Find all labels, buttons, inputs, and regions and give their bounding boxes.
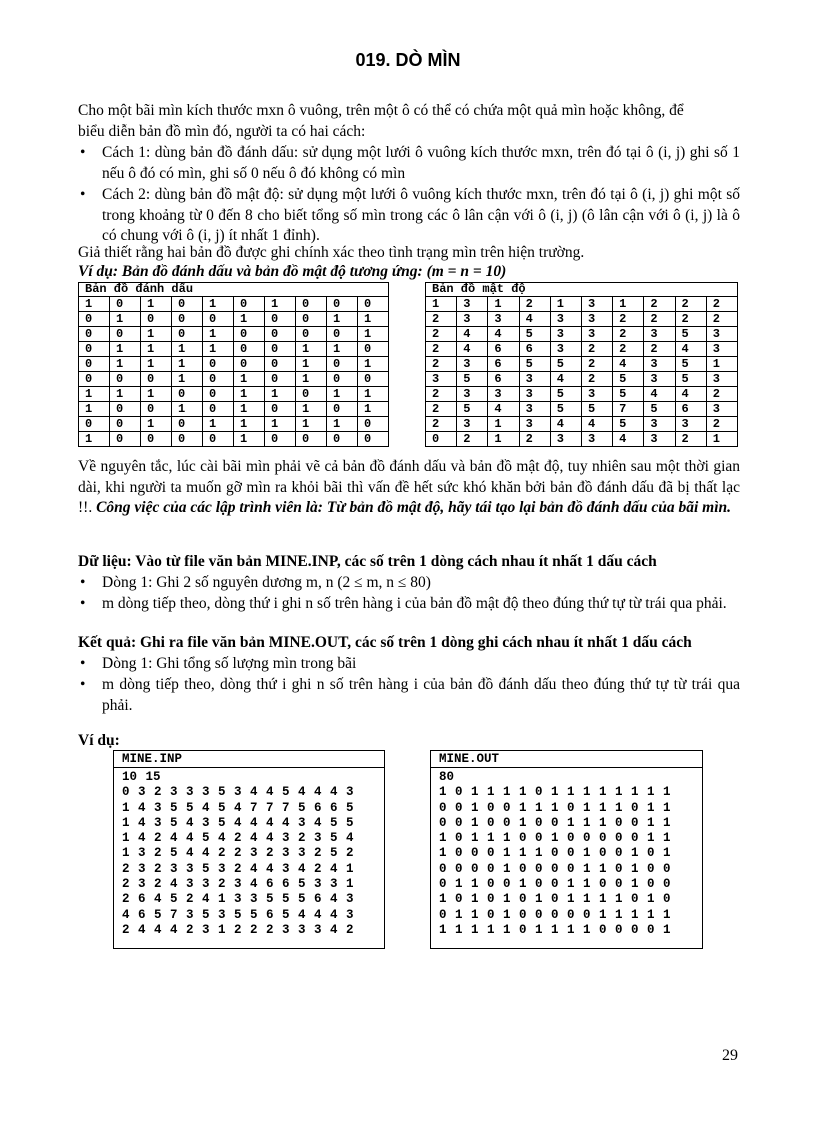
table-cell: 0 bbox=[296, 432, 327, 447]
file-line: 1 0 0 0 1 1 1 0 0 1 0 0 1 0 1 bbox=[439, 846, 671, 861]
table-cell: 4 bbox=[488, 402, 519, 417]
table-cell: 3 bbox=[581, 432, 612, 447]
intro-bullet-2: • Cách 2: dùng bản đồ mật độ: sử dụng một lưới ô vuông kích thước mxn, trên đó tại ô (i, j) ghi một số trong khoảng từ 0 đến 8 cho biết tổng số mìn trong các ô lân cận với ô (i, j) (ô lân cận với ô (i, j) là ô có chung với ô (i, j) ít nhất 1 đỉnh). bbox=[78, 185, 740, 247]
table-cell: 1 bbox=[79, 432, 110, 447]
table-cell: 1 bbox=[79, 402, 110, 417]
intro-bullet-1: • Cách 1: dùng bản đồ đánh dấu: sử dụng một lưới ô vuông kích thước mxn, trên đó tại ô (i, j) ghi số 1 nếu ô đó có mìn, ghi số 0 nếu ô đó không có mìn bbox=[78, 143, 740, 184]
table-cell: 0 bbox=[265, 327, 296, 342]
table-cell: 1 bbox=[488, 417, 519, 432]
table-cell: 3 bbox=[457, 297, 488, 312]
table-cell: 0 bbox=[327, 327, 358, 342]
table-cell: 0 bbox=[327, 357, 358, 372]
file-line: 1 0 1 1 1 1 0 1 1 1 1 1 1 1 1 bbox=[439, 785, 671, 800]
file-line: 2 3 2 4 3 3 2 3 4 6 6 5 3 3 1 bbox=[122, 877, 354, 892]
input-file-box bbox=[113, 750, 385, 949]
table-cell: 3 bbox=[457, 357, 488, 372]
table-cell: 2 bbox=[519, 297, 550, 312]
table-cell: 1 bbox=[203, 327, 234, 342]
table-cell: 3 bbox=[706, 402, 737, 417]
table-cell: 0 bbox=[265, 372, 296, 387]
table-cell: 2 bbox=[706, 312, 737, 327]
output-file-name: MINE.OUT bbox=[431, 751, 702, 768]
table-cell: 1 bbox=[234, 387, 265, 402]
page-number: 29 bbox=[722, 1047, 738, 1064]
table-cell: 2 bbox=[706, 297, 737, 312]
table-cell: 0 bbox=[172, 417, 203, 432]
table-cell: 1 bbox=[172, 357, 203, 372]
table-cell: 3 bbox=[519, 387, 550, 402]
table-cell: 5 bbox=[644, 402, 675, 417]
table-cell: 1 bbox=[613, 297, 644, 312]
table-cell: 1 bbox=[296, 357, 327, 372]
table-cell: 2 bbox=[613, 342, 644, 357]
table-cell: 1 bbox=[234, 312, 265, 327]
table-cell: 3 bbox=[675, 417, 706, 432]
table-cell: 2 bbox=[426, 387, 457, 402]
table-cell: 0 bbox=[358, 372, 389, 387]
table-cell: 5 bbox=[519, 327, 550, 342]
table-cell: 3 bbox=[488, 387, 519, 402]
file-line: 0 1 1 0 1 0 0 0 0 0 1 1 1 1 1 bbox=[439, 907, 671, 922]
table-cell: 3 bbox=[457, 312, 488, 327]
table-cell: 7 bbox=[613, 402, 644, 417]
table-cell: 4 bbox=[488, 327, 519, 342]
table-cell: 0 bbox=[172, 432, 203, 447]
file-line: 0 0 0 0 1 0 0 0 0 1 1 0 1 0 0 bbox=[439, 861, 671, 876]
table-cell: 3 bbox=[457, 387, 488, 402]
table-cell: 3 bbox=[550, 432, 581, 447]
table-cell: 5 bbox=[675, 372, 706, 387]
table-row bbox=[79, 387, 389, 402]
table-cell: 1 bbox=[550, 297, 581, 312]
table-cell: 0 bbox=[296, 327, 327, 342]
density-map-header: Bản đồ mật độ bbox=[426, 283, 738, 297]
example-label: Ví dụ: bbox=[78, 732, 120, 749]
table-row bbox=[79, 417, 389, 432]
principle-paragraph bbox=[78, 457, 740, 519]
table-cell: 1 bbox=[141, 417, 172, 432]
file-line: 1 0 1 1 1 0 0 1 0 0 0 0 0 1 1 bbox=[439, 831, 671, 846]
table-row bbox=[79, 432, 389, 447]
table-cell: 0 bbox=[79, 312, 110, 327]
table-cell: 1 bbox=[234, 402, 265, 417]
table-cell: 0 bbox=[265, 432, 296, 447]
table-cell: 6 bbox=[675, 402, 706, 417]
input-bullet-2: • m dòng tiếp theo, dòng thứ i ghi n số trên hàng i của bản đồ mật độ theo đúng thứ tự từ trái qua phải. bbox=[78, 594, 740, 615]
table-cell: 0 bbox=[265, 342, 296, 357]
table-cell: 4 bbox=[644, 387, 675, 402]
table-row bbox=[79, 327, 389, 342]
table-cell: 3 bbox=[550, 342, 581, 357]
table-cell: 2 bbox=[426, 342, 457, 357]
table-cell: 3 bbox=[706, 372, 737, 387]
table-cell: 0 bbox=[172, 387, 203, 402]
table-cell: 1 bbox=[265, 297, 296, 312]
table-cell: 5 bbox=[675, 327, 706, 342]
table-cell: 2 bbox=[581, 342, 612, 357]
table-cell: 1 bbox=[203, 297, 234, 312]
table-cell: 1 bbox=[234, 417, 265, 432]
table-cell: 1 bbox=[358, 357, 389, 372]
principle-text: Về nguyên tắc, lúc cài bãi mìn phải vẽ cả bản đồ đánh dấu và bản đồ mật độ, tuy nhiên sau một thời gian dài, khi người ta muốn gỡ mìn ra khỏi bãi thì vấn đề hết sức khó khăn bởi bản đồ đánh dấu đã bị thất lạc !!. bbox=[78, 458, 740, 516]
table-cell: 0 bbox=[110, 297, 141, 312]
file-line: 4 6 5 7 3 5 3 5 5 6 5 4 4 4 3 bbox=[122, 907, 354, 922]
file-line: 2 3 2 3 3 5 3 2 4 4 3 4 2 4 1 bbox=[122, 861, 354, 876]
table-cell: 6 bbox=[519, 342, 550, 357]
table-row bbox=[79, 297, 389, 312]
table-cell: 0 bbox=[296, 387, 327, 402]
output-heading: Kết quả: Ghi ra file văn bản MINE.OUT, các số trên 1 dòng ghi cách nhau ít nhất 1 dấu cách bbox=[78, 634, 692, 651]
table-cell: 0 bbox=[426, 432, 457, 447]
table-cell: 3 bbox=[644, 372, 675, 387]
table-cell: 0 bbox=[234, 297, 265, 312]
table-cell: 3 bbox=[581, 387, 612, 402]
file-line: 1 3 2 5 4 4 2 2 3 2 3 3 2 5 2 bbox=[122, 846, 354, 861]
table-cell: 1 bbox=[706, 432, 737, 447]
table-cell: 5 bbox=[550, 402, 581, 417]
table-cell: 3 bbox=[488, 312, 519, 327]
table-cell: 1 bbox=[358, 312, 389, 327]
input-file-name: MINE.INP bbox=[114, 751, 384, 768]
table-cell: 1 bbox=[327, 417, 358, 432]
input-first-line: 10 15 bbox=[122, 770, 161, 784]
table-cell: 3 bbox=[581, 327, 612, 342]
table-cell: 0 bbox=[110, 327, 141, 342]
file-line: 1 4 2 4 4 5 4 2 4 4 3 2 3 5 4 bbox=[122, 831, 354, 846]
table-cell: 0 bbox=[265, 402, 296, 417]
intro-line-1: Cho một bãi mìn kích thước mxn ô vuông, trên một ô có thể có chứa một quả mìn hoặc không, để bbox=[78, 102, 684, 119]
table-cell: 1 bbox=[110, 342, 141, 357]
table-cell: 2 bbox=[613, 312, 644, 327]
table-row bbox=[426, 372, 738, 387]
table-cell: 1 bbox=[110, 312, 141, 327]
table-cell: 0 bbox=[172, 327, 203, 342]
intro-line-2: biểu diễn bản đồ mìn đó, người ta có hai cách: bbox=[78, 123, 366, 140]
table-cell: 1 bbox=[234, 432, 265, 447]
table-cell: 3 bbox=[426, 372, 457, 387]
table-cell: 0 bbox=[141, 402, 172, 417]
table-cell: 0 bbox=[203, 432, 234, 447]
table-cell: 3 bbox=[644, 357, 675, 372]
table-cell: 0 bbox=[79, 342, 110, 357]
table-cell: 2 bbox=[581, 372, 612, 387]
table-cell: 0 bbox=[265, 312, 296, 327]
table-cell: 2 bbox=[644, 312, 675, 327]
table-cell: 1 bbox=[327, 312, 358, 327]
file-line: 1 0 1 0 1 0 1 0 1 1 1 1 0 1 0 bbox=[439, 892, 671, 907]
table-cell: 5 bbox=[550, 357, 581, 372]
table-cell: 4 bbox=[550, 372, 581, 387]
assumption-text: Giả thiết rằng hai bản đồ được ghi chính xác theo tình trạng mìn trên hiện trường. bbox=[78, 244, 585, 261]
table-cell: 4 bbox=[581, 417, 612, 432]
table-cell: 1 bbox=[296, 372, 327, 387]
table-cell: 0 bbox=[358, 417, 389, 432]
table-cell: 0 bbox=[327, 372, 358, 387]
table-cell: 2 bbox=[457, 432, 488, 447]
table-cell: 3 bbox=[550, 312, 581, 327]
table-cell: 1 bbox=[110, 357, 141, 372]
table-cell: 1 bbox=[141, 387, 172, 402]
table-cell: 0 bbox=[203, 372, 234, 387]
table-cell: 5 bbox=[457, 372, 488, 387]
table-cell: 0 bbox=[110, 432, 141, 447]
output-first-line: 80 bbox=[439, 770, 455, 784]
table-cell: 0 bbox=[327, 297, 358, 312]
table-cell: 2 bbox=[426, 402, 457, 417]
table-cell: 5 bbox=[581, 402, 612, 417]
table-cell: 2 bbox=[581, 357, 612, 372]
table-cell: 0 bbox=[296, 312, 327, 327]
table-cell: 4 bbox=[675, 387, 706, 402]
table-cell: 0 bbox=[234, 342, 265, 357]
table-cell: 1 bbox=[706, 357, 737, 372]
table-cell: 4 bbox=[613, 357, 644, 372]
table-row bbox=[426, 417, 738, 432]
output-bullet-2: • m dòng tiếp theo, dòng thứ i ghi n số trên hàng i của bản đồ đánh dấu theo đúng thứ tự từ trái qua phải. bbox=[78, 675, 740, 716]
table-cell: 0 bbox=[327, 432, 358, 447]
table-row bbox=[426, 387, 738, 402]
marked-map-table bbox=[78, 282, 389, 447]
file-line: 0 0 1 0 0 1 0 0 1 1 1 0 0 1 1 bbox=[439, 815, 671, 830]
table-cell: 1 bbox=[296, 417, 327, 432]
output-bullet-1: • Dòng 1: Ghi tổng số lượng mìn trong bãi bbox=[78, 654, 740, 675]
table-cell: 2 bbox=[426, 357, 457, 372]
input-heading: Dữ liệu: Vào từ file văn bản MINE.INP, các số trên 1 dòng cách nhau ít nhất 1 dấu cách bbox=[78, 553, 657, 570]
table-cell: 5 bbox=[613, 417, 644, 432]
table-cell: 0 bbox=[265, 357, 296, 372]
input-file-content bbox=[114, 768, 384, 940]
table-cell: 1 bbox=[265, 417, 296, 432]
table-cell: 6 bbox=[488, 357, 519, 372]
table-cell: 1 bbox=[358, 387, 389, 402]
file-line: 1 4 3 5 5 4 5 4 7 7 7 5 6 6 5 bbox=[122, 800, 354, 815]
table-row bbox=[426, 327, 738, 342]
table-cell: 1 bbox=[488, 297, 519, 312]
file-line: 2 4 4 4 2 3 1 2 2 2 3 3 3 4 2 bbox=[122, 922, 354, 937]
table-cell: 5 bbox=[550, 387, 581, 402]
table-cell: 1 bbox=[79, 387, 110, 402]
table-cell: 2 bbox=[426, 312, 457, 327]
table-cell: 0 bbox=[110, 417, 141, 432]
table-cell: 0 bbox=[110, 402, 141, 417]
file-line: 2 6 4 5 2 4 1 3 3 5 5 5 6 4 3 bbox=[122, 892, 354, 907]
table-cell: 2 bbox=[706, 417, 737, 432]
table-cell: 2 bbox=[675, 432, 706, 447]
file-line: 0 3 2 3 3 3 5 3 4 4 5 4 4 4 3 bbox=[122, 785, 354, 800]
table-cell: 1 bbox=[358, 402, 389, 417]
table-cell: 4 bbox=[457, 327, 488, 342]
table-cell: 3 bbox=[457, 417, 488, 432]
table-row bbox=[426, 297, 738, 312]
table-cell: 4 bbox=[613, 432, 644, 447]
table-cell: 0 bbox=[141, 432, 172, 447]
table-cell: 1 bbox=[203, 417, 234, 432]
table-cell: 0 bbox=[79, 357, 110, 372]
table-cell: 1 bbox=[234, 372, 265, 387]
example-heading: Ví dụ: Bản đồ đánh dấu và bản đồ mật độ tương ứng: (m = n = 10) bbox=[78, 263, 507, 280]
table-cell: 2 bbox=[426, 417, 457, 432]
table-cell: 0 bbox=[327, 402, 358, 417]
marked-map-header: Bản đồ đánh dấu bbox=[79, 283, 389, 297]
file-line: 0 0 1 0 0 1 1 1 0 1 1 1 0 1 1 bbox=[439, 800, 671, 815]
table-cell: 2 bbox=[426, 327, 457, 342]
table-cell: 1 bbox=[141, 357, 172, 372]
table-cell: 3 bbox=[519, 402, 550, 417]
table-cell: 3 bbox=[644, 327, 675, 342]
table-cell: 0 bbox=[234, 357, 265, 372]
table-cell: 1 bbox=[79, 297, 110, 312]
table-cell: 0 bbox=[172, 312, 203, 327]
table-cell: 0 bbox=[296, 297, 327, 312]
table-cell: 0 bbox=[358, 297, 389, 312]
table-cell: 4 bbox=[675, 342, 706, 357]
table-row bbox=[79, 342, 389, 357]
table-cell: 5 bbox=[675, 357, 706, 372]
table-cell: 3 bbox=[644, 417, 675, 432]
table-cell: 6 bbox=[488, 342, 519, 357]
output-file-box bbox=[430, 750, 703, 949]
table-cell: 5 bbox=[457, 402, 488, 417]
table-cell: 3 bbox=[706, 342, 737, 357]
table-cell: 1 bbox=[426, 297, 457, 312]
table-cell: 2 bbox=[519, 432, 550, 447]
table-cell: 1 bbox=[141, 327, 172, 342]
table-cell: 1 bbox=[296, 402, 327, 417]
table-row bbox=[426, 402, 738, 417]
table-cell: 0 bbox=[203, 387, 234, 402]
table-cell: 3 bbox=[581, 297, 612, 312]
table-cell: 1 bbox=[141, 297, 172, 312]
table-cell: 0 bbox=[141, 312, 172, 327]
table-cell: 1 bbox=[172, 402, 203, 417]
table-cell: 0 bbox=[172, 297, 203, 312]
table-row bbox=[79, 402, 389, 417]
table-cell: 1 bbox=[488, 432, 519, 447]
table-cell: 2 bbox=[706, 387, 737, 402]
table-cell: 2 bbox=[613, 327, 644, 342]
table-cell: 1 bbox=[141, 342, 172, 357]
table-cell: 2 bbox=[644, 297, 675, 312]
table-row bbox=[426, 357, 738, 372]
file-line: 0 1 1 0 0 1 0 0 1 1 0 0 1 0 0 bbox=[439, 877, 671, 892]
table-row bbox=[79, 312, 389, 327]
table-cell: 0 bbox=[203, 357, 234, 372]
table-cell: 0 bbox=[141, 372, 172, 387]
table-cell: 1 bbox=[203, 342, 234, 357]
table-cell: 0 bbox=[203, 402, 234, 417]
table-cell: 0 bbox=[358, 432, 389, 447]
output-file-content bbox=[431, 768, 702, 940]
file-line: 1 1 1 1 1 0 1 1 1 1 0 0 0 0 1 bbox=[439, 922, 671, 937]
table-cell: 1 bbox=[296, 342, 327, 357]
table-cell: 3 bbox=[519, 372, 550, 387]
task-statement: Công việc của các lập trình viên là: Từ bản đồ mật độ, hãy tái tạo lại bản đồ đánh dấu của bãi mìn. bbox=[96, 499, 732, 516]
table-cell: 5 bbox=[613, 387, 644, 402]
table-cell: 3 bbox=[644, 432, 675, 447]
table-cell: 0 bbox=[234, 327, 265, 342]
page-title: 019. DÒ MÌN bbox=[355, 50, 461, 70]
table-cell: 3 bbox=[706, 327, 737, 342]
table-cell: 0 bbox=[79, 417, 110, 432]
table-row bbox=[426, 432, 738, 447]
table-cell: 2 bbox=[675, 297, 706, 312]
table-cell: 3 bbox=[519, 417, 550, 432]
table-cell: 3 bbox=[550, 327, 581, 342]
table-cell: 1 bbox=[358, 327, 389, 342]
table-row bbox=[426, 342, 738, 357]
table-cell: 4 bbox=[457, 342, 488, 357]
input-bullet-1: • Dòng 1: Ghi 2 số nguyên dương m, n (2 ≤ m, n ≤ 80) bbox=[78, 573, 740, 594]
table-cell: 1 bbox=[327, 342, 358, 357]
table-cell: 2 bbox=[675, 312, 706, 327]
table-cell: 6 bbox=[488, 372, 519, 387]
table-cell: 3 bbox=[581, 312, 612, 327]
table-cell: 0 bbox=[110, 372, 141, 387]
table-cell: 0 bbox=[203, 312, 234, 327]
table-row bbox=[79, 372, 389, 387]
table-cell: 1 bbox=[110, 387, 141, 402]
table-cell: 5 bbox=[519, 357, 550, 372]
density-map-table bbox=[425, 282, 738, 447]
table-row bbox=[426, 312, 738, 327]
table-cell: 4 bbox=[519, 312, 550, 327]
table-cell: 0 bbox=[79, 327, 110, 342]
table-cell: 0 bbox=[358, 342, 389, 357]
table-cell: 1 bbox=[327, 387, 358, 402]
table-cell: 1 bbox=[265, 387, 296, 402]
table-cell: 1 bbox=[172, 372, 203, 387]
table-cell: 4 bbox=[550, 417, 581, 432]
table-row bbox=[79, 357, 389, 372]
table-cell: 2 bbox=[644, 342, 675, 357]
table-cell: 5 bbox=[613, 372, 644, 387]
table-cell: 1 bbox=[172, 342, 203, 357]
file-line: 1 4 3 5 4 3 5 4 4 4 4 3 4 5 5 bbox=[122, 815, 354, 830]
table-cell: 0 bbox=[79, 372, 110, 387]
